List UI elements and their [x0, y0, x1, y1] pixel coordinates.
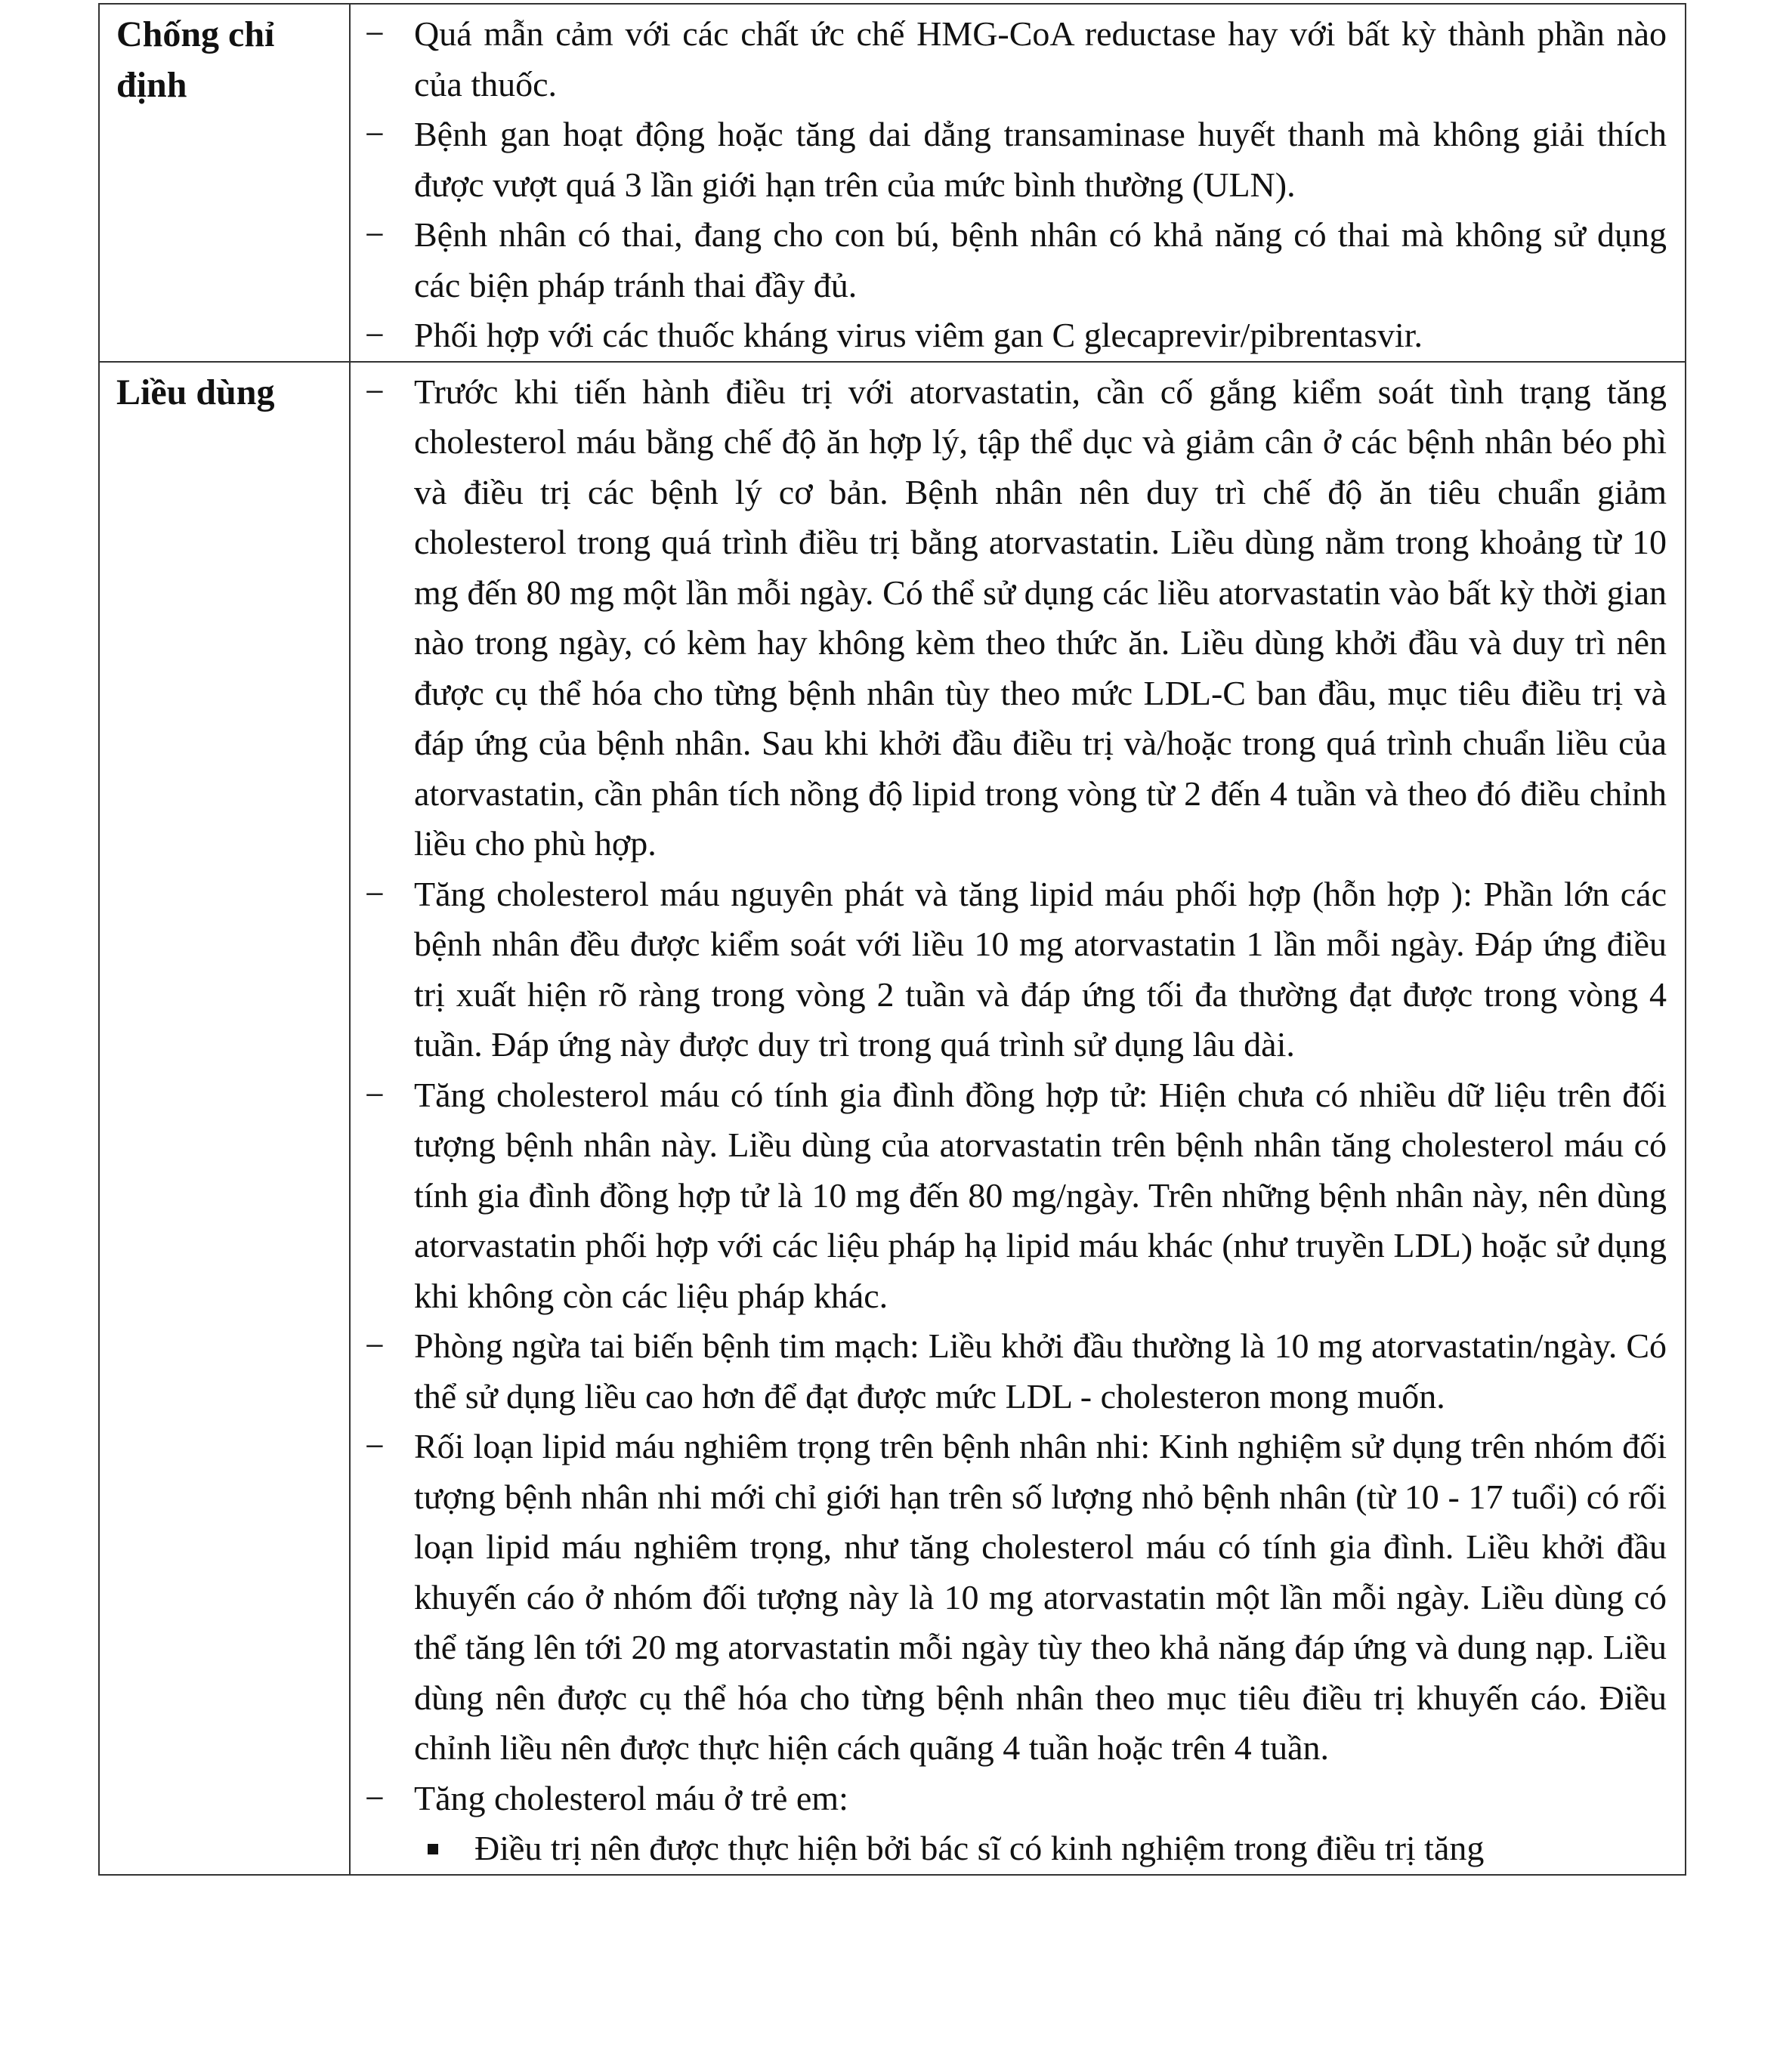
- list-item: [351, 9, 1667, 110]
- list-item-text: Bệnh gan hoạt động hoặc tăng dai dẳng transaminase huyết thanh mà không giải thích được vượt quá 3 lần giới hạn trên của mức bình thường (ULN).: [414, 115, 1667, 204]
- list-item: [351, 1070, 1667, 1322]
- list-item-text: Bệnh nhân có thai, đang cho con bú, bệnh nhân có khả năng có thai mà không sử dụng các biện pháp tránh thai đầy đủ.: [414, 215, 1667, 304]
- sub-list-item: [351, 1823, 1667, 1874]
- sub-list-item-text: Điều trị nên được thực hiện bởi bác sĩ có kinh nghiệm trong điều trị tăng: [474, 1829, 1485, 1867]
- list-item: [351, 110, 1667, 210]
- row-label-dosage: Liều dùng: [99, 362, 350, 1875]
- dash-bullet-icon: −: [365, 874, 385, 913]
- row-content-dosage: [350, 362, 1686, 1875]
- list-item-text: Trước khi tiến hành điều trị với atorvastatin, cần cố gắng kiểm soát tình trạng tăng cholesterol máu bằng chế độ ăn hợp lý, tập thể dục và giảm cân ở các bệnh nhân béo phì và điều trị các bệnh lý cơ bản. Bệnh nhân nên duy trì chế độ ăn tiêu chuẩn giảm cholesterol trong quá trình điều trị bằng atorvastatin. Liều dùng nằm trong khoảng từ 10 mg đến 80 mg một lần mỗi ngày. Có thể sử dụng các liều atorvastatin vào bất kỳ thời gian nào trong ngày, có kèm hay không kèm theo thức ăn. Liều dùng khởi đầu và duy trì nên được cụ thể hóa cho từng bệnh nhân tùy theo mức LDL-C ban đầu, mục tiêu điều trị và đáp ứng của bệnh nhân. Sau khi khởi đầu điều trị và/hoặc trong quá trình chuẩn liều của atorvastatin, cần phân tích nồng độ lipid trong vòng từ 2 đến 4 tuần và theo đó điều chỉnh liều cho phù hợp.: [414, 372, 1667, 863]
- dash-bullet-icon: −: [365, 1427, 385, 1465]
- dash-bullet-icon: −: [365, 1778, 385, 1817]
- dash-bullet-icon: −: [365, 1075, 385, 1114]
- list-item-text: Quá mẫn cảm với các chất ức chế HMG-CoA reductase hay với bất kỳ thành phần nào của thuốc.: [414, 14, 1667, 103]
- table-row-dosage: [99, 362, 1686, 1875]
- list-item-text: Phối hợp với các thuốc kháng virus viêm gan C glecaprevir/pibrentasvir.: [414, 316, 1423, 354]
- list-item: [351, 1774, 1667, 1824]
- dash-bullet-icon: −: [365, 1326, 385, 1365]
- list-item-text: Rối loạn lipid máu nghiêm trọng trên bệnh nhân nhi: Kinh nghiệm sử dụng trên nhóm đối tượng bệnh nhân nhi mới chỉ giới hạn trên số lượng nhỏ bệnh nhân (từ 10 - 17 tuổi) có rối loạn lipid máu nghiêm trọng, như tăng cholesterol máu có tính gia đình. Liều khởi đầu khuyến cáo ở nhóm đối tượng này là 10 mg atorvastatin một lần mỗi ngày. Liều dùng có thể tăng lên tới 20 mg atorvastatin mỗi ngày tùy theo khả năng đáp ứng và dung nạp. Liều dùng nên được cụ thể hóa cho từng bệnh nhân theo mục tiêu điều trị khuyến cáo. Điều chỉnh liều nên được thực hiện cách quãng 4 tuần hoặc trên 4 tuần.: [414, 1427, 1667, 1767]
- dash-bullet-icon: −: [365, 115, 385, 153]
- list-item-text: Tăng cholesterol máu nguyên phát và tăng lipid máu phối hợp (hỗn hợp ): Phần lớn các bệnh nhân đều được kiểm soát với liều 10 mg atorvastatin 1 lần mỗi ngày. Đáp ứng điều trị xuất hiện rõ ràng trong vòng 2 tuần và đáp ứng tối đa thường đạt được trong vòng 4 tuần. Đáp ứng này được duy trì trong quá trình sử dụng lâu dài.: [414, 874, 1667, 1064]
- dash-bullet-icon: −: [365, 14, 385, 53]
- document-table: [98, 3, 1686, 1876]
- row-label-contraindications: Chống chỉ định: [99, 4, 350, 362]
- row-content-contraindications: [350, 4, 1686, 362]
- dash-bullet-icon: −: [365, 316, 385, 354]
- list-item-text: Phòng ngừa tai biến bệnh tim mạch: Liều khởi đầu thường là 10 mg atorvastatin/ngày. Có thể sử dụng liều cao hơn để đạt được mức LDL - cholesteron mong muốn.: [414, 1326, 1667, 1416]
- list-item: [351, 869, 1667, 1070]
- table-row-contraindications: [99, 4, 1686, 362]
- square-bullet-icon: [428, 1844, 438, 1854]
- list-item: [351, 367, 1667, 869]
- list-item-text: Tăng cholesterol máu ở trẻ em:: [414, 1778, 848, 1817]
- dash-bullet-icon: −: [365, 215, 385, 254]
- list-item-text: Tăng cholesterol máu có tính gia đình đồng hợp tử: Hiện chưa có nhiều dữ liệu trên đối tượng bệnh nhân này. Liều dùng của atorvastatin trên bệnh nhân tăng cholesterol máu có tính gia đình đồng hợp tử là 10 mg đến 80 mg/ngày. Trên những bệnh nhân này, nên dùng atorvastatin phối hợp với các liệu pháp hạ lipid máu khác (như truyền LDL) hoặc sử dụng khi không còn các liệu pháp khác.: [414, 1075, 1667, 1315]
- list-item: [351, 310, 1667, 361]
- dash-bullet-icon: −: [365, 372, 385, 411]
- list-item: [351, 210, 1667, 310]
- list-item: [351, 1321, 1667, 1422]
- list-item: [351, 1422, 1667, 1774]
